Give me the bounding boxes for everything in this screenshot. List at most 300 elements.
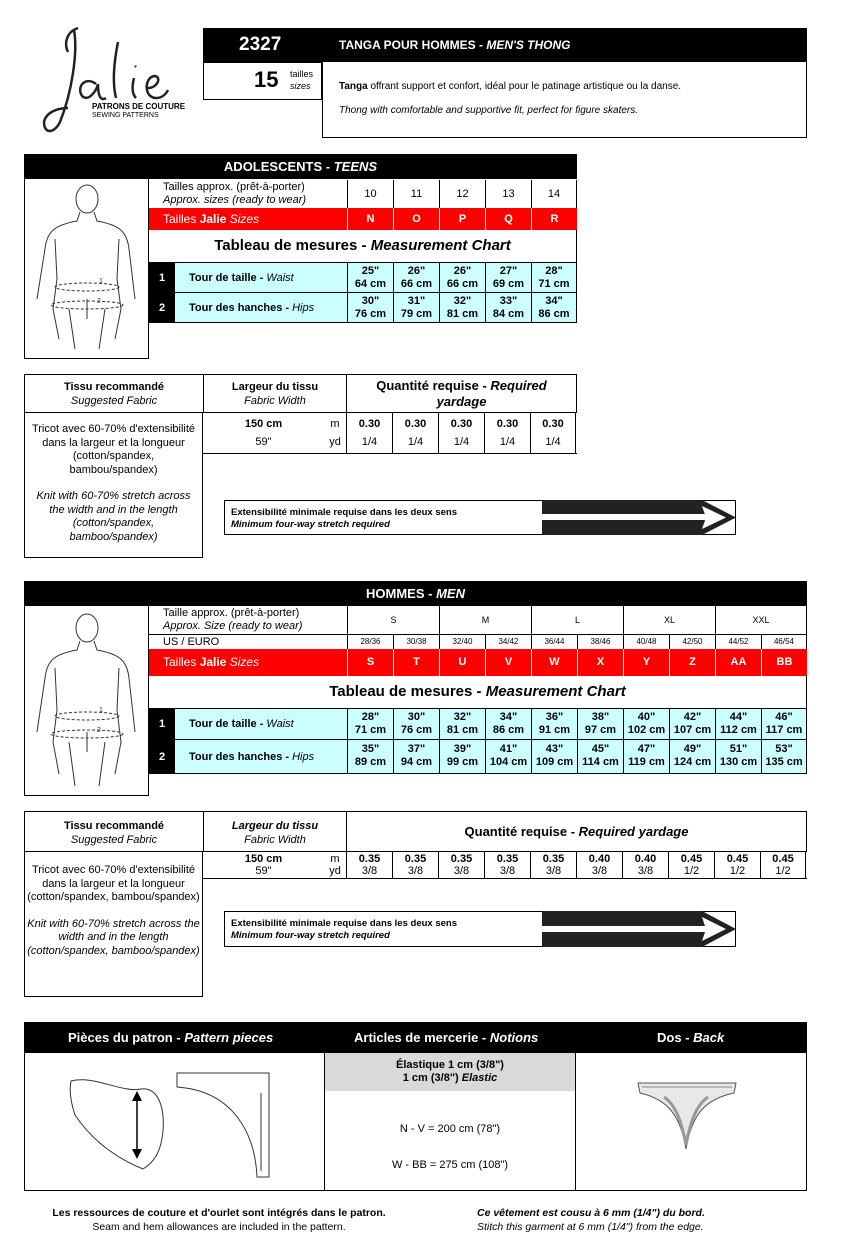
measure-cell xyxy=(761,709,807,739)
yards: 1/4 xyxy=(545,436,561,448)
measure-cell xyxy=(439,293,485,322)
men-jalie-size: BB xyxy=(761,649,807,676)
meters: 0.30 xyxy=(358,418,381,430)
meters: 0.35 xyxy=(358,853,381,865)
men-rtw-group: M xyxy=(439,606,531,634)
thong-back-icon xyxy=(576,1053,805,1189)
row-label xyxy=(175,709,347,739)
width-cm: 150 cm xyxy=(244,418,283,430)
measure-cell xyxy=(715,709,761,739)
men-jalie-size: W xyxy=(531,649,577,676)
desc-en: Thong with comfortable and supportive fit, perfect for figure skaters. xyxy=(339,105,639,116)
cm-value: 76 cm xyxy=(400,724,433,736)
yardage-cell xyxy=(438,413,484,453)
yardage-cell xyxy=(714,852,760,878)
label-en: Hips xyxy=(292,302,315,314)
unit-labels xyxy=(324,852,346,878)
yards: 1/4 xyxy=(453,436,470,448)
bottom-header xyxy=(24,1022,807,1053)
fabric-head xyxy=(25,375,203,412)
meters: 0.30 xyxy=(404,418,427,430)
cm-value: 86 cm xyxy=(492,724,525,736)
yardage-cell xyxy=(484,852,530,878)
chart-title-en: Measurement Chart xyxy=(485,683,626,700)
jalie-label-brand: Jalie xyxy=(199,655,227,669)
chart-title-fr: Tableau de mesures - xyxy=(329,683,486,700)
cm-value: 79 cm xyxy=(400,308,433,320)
inch-value: 32" xyxy=(453,711,472,723)
stretch-fr: Extensibilité minimale requise dans les deux sens xyxy=(231,507,457,518)
teens-measure-table xyxy=(149,262,577,323)
inch-value: 39" xyxy=(453,743,472,755)
meters: 0.35 xyxy=(450,853,473,865)
sizes-count: 15 xyxy=(254,67,279,92)
measure-cell xyxy=(623,709,669,739)
cm-value: 112 cm xyxy=(720,724,757,736)
pattern-number: 2327 xyxy=(239,34,282,55)
pieces-fr: Pièces du patron - xyxy=(68,1030,185,1045)
yards: 3/8 xyxy=(499,865,516,877)
pattern-pieces-icon xyxy=(25,1053,323,1189)
width-fr: Largeur du tissu xyxy=(231,820,319,832)
fabric-desc-en: Knit with 60-70% stretch across the width and in the length (cotton/spandex, bamboo/spandex) xyxy=(27,917,200,957)
men-us-euro-row xyxy=(149,634,807,649)
yards: 3/8 xyxy=(591,865,608,877)
yardage-cell xyxy=(668,852,714,878)
row-label xyxy=(175,263,347,292)
fabric-head-fr: Tissu recommandé xyxy=(63,381,165,393)
measure-cell xyxy=(439,709,485,739)
yards: 3/8 xyxy=(637,865,654,877)
men-jalie-label xyxy=(149,649,347,676)
stretch-arrow-icon xyxy=(542,911,737,947)
seam-en: Seam and hem allowances are included in the pattern. xyxy=(92,1221,346,1233)
cm-value: 84 cm xyxy=(492,308,525,320)
teens-fabric-desc xyxy=(24,412,203,558)
teens-fabric-values xyxy=(202,412,577,454)
teens-jalie-size: O xyxy=(393,208,439,230)
chart-title-en: Measurement Chart xyxy=(370,237,511,254)
yards: 3/8 xyxy=(407,865,424,877)
men-measure-table xyxy=(149,708,807,774)
men-rtw-groups xyxy=(347,606,807,634)
cm-value: 124 cm xyxy=(673,756,712,768)
inch-value: 37" xyxy=(407,743,426,755)
measure-cell xyxy=(439,263,485,292)
row-number: 2 xyxy=(149,293,175,322)
cm-value: 89 cm xyxy=(354,756,387,768)
inch-value: 31" xyxy=(407,295,426,307)
cm-value: 76 cm xyxy=(354,308,387,320)
fabric-desc-en: Knit with 60-70% stretch across the width and in the length (cotton/spandex, bamboo/spandex) xyxy=(36,490,191,543)
meters: 0.35 xyxy=(542,853,565,865)
jalie-logo-script xyxy=(38,22,198,142)
measure-cell xyxy=(439,740,485,773)
us-euro-size: 42/50 xyxy=(669,635,715,649)
inch-value: 45" xyxy=(591,743,610,755)
seam-fr: Les ressources de couture et d'ourlet sont intégrés dans le patron. xyxy=(52,1207,386,1219)
row-number: 1 xyxy=(149,709,175,739)
teens-rtw-row xyxy=(347,180,577,208)
teens-approx-fr: Tailles approx. (prêt-à-porter) xyxy=(163,181,305,193)
width-en: Fabric Width xyxy=(244,834,306,846)
yards: 1/4 xyxy=(361,436,378,448)
teens-rtw-size: 10 xyxy=(347,180,393,208)
width-en: Fabric Width xyxy=(244,395,306,407)
teens-jalie-label xyxy=(149,208,347,230)
inch-value: 36" xyxy=(545,711,564,723)
row-label xyxy=(175,740,347,773)
cm-value: 135 cm xyxy=(765,756,803,768)
stretch-en: Minimum four-way stretch required xyxy=(231,930,390,941)
inch-value: 26" xyxy=(453,265,472,277)
elastic-en-a: 1 cm (3/8") xyxy=(402,1072,462,1084)
inch-value: 26" xyxy=(407,265,426,277)
teens-jalie-sizes-row xyxy=(149,208,577,230)
unit-m: m xyxy=(330,853,340,865)
back-fr: Dos - xyxy=(657,1030,694,1045)
teens-figure-box xyxy=(24,179,149,359)
inch-value: 38" xyxy=(591,711,610,723)
fabric-width-values xyxy=(202,852,324,878)
inch-value: 28" xyxy=(361,711,380,723)
inch-value: 49" xyxy=(683,743,702,755)
yardage-cell xyxy=(760,852,806,878)
elastic-en-b: Elastic xyxy=(461,1072,498,1084)
measure-cell xyxy=(393,740,439,773)
cm-value: 66 cm xyxy=(400,278,433,290)
inch-value: 41" xyxy=(499,743,518,755)
teens-stretch-banner xyxy=(224,500,736,535)
row-number: 2 xyxy=(149,740,175,773)
jalie-logo xyxy=(38,22,198,142)
qty-fr: Quantité requise - xyxy=(376,378,491,393)
yards: 1/2 xyxy=(729,865,746,877)
measure-cell xyxy=(393,293,439,322)
yards: 1/2 xyxy=(683,865,700,877)
inch-value: 40" xyxy=(637,711,656,723)
logo-line1: PATRONS DE COUTURE xyxy=(92,102,186,111)
cm-value: 71 cm xyxy=(354,724,387,736)
measure-cell xyxy=(485,293,531,322)
label-fr: Tour des hanches - xyxy=(189,302,293,314)
men-title-fr: HOMMES - xyxy=(366,586,437,601)
stretch-en: Minimum four-way stretch required xyxy=(231,519,390,530)
inch-value: 28" xyxy=(545,265,563,277)
yards: 3/8 xyxy=(545,865,562,877)
us-euro-size: 30/38 xyxy=(393,635,439,649)
fabric-width-values xyxy=(202,413,324,453)
inch-value: 47" xyxy=(637,743,656,755)
inch-value: 46" xyxy=(775,711,793,723)
cm-value: 99 cm xyxy=(446,756,479,768)
label-fr: Tour de taille - xyxy=(189,272,267,284)
men-jalie-size: Y xyxy=(623,649,669,676)
label-en: Waist xyxy=(266,272,294,284)
men-approx-en: Approx. Size (ready to wear) xyxy=(163,620,303,632)
men-rtw-group: XXL xyxy=(715,606,807,634)
stretch-arrow-icon xyxy=(542,500,737,535)
men-approx-label xyxy=(163,607,302,633)
sizes-fr: tailles xyxy=(290,69,314,79)
meters: 0.30 xyxy=(496,418,519,430)
fabric-desc-fr: Tricot avec 60-70% d'extensibilité dans la largeur et la longueur (cotton/spandex, bambou/spandex) xyxy=(27,864,200,903)
measure-cell xyxy=(347,293,393,322)
cm-value: 71 cm xyxy=(538,278,570,290)
men-jalie-size: T xyxy=(393,649,439,676)
description-box xyxy=(322,62,807,138)
pieces-title xyxy=(68,1030,273,1045)
men-approx-fr: Taille approx. (prêt-à-porter) xyxy=(163,607,300,619)
fabric-width-head xyxy=(203,812,346,851)
elastic-length-1: N - V = 200 cm (78") xyxy=(399,1123,501,1135)
jalie-label-en: Sizes xyxy=(226,212,260,226)
cm-value: 102 cm xyxy=(627,724,666,736)
elastic-header xyxy=(325,1053,575,1091)
cm-value: 114 cm xyxy=(582,756,619,768)
teens-jalie-size: P xyxy=(439,208,485,230)
svg-text:2: 2 xyxy=(97,727,101,734)
teens-rtw-size: 11 xyxy=(393,180,439,208)
meters: 0.40 xyxy=(588,853,611,865)
svg-text:1: 1 xyxy=(99,707,103,714)
notions-box xyxy=(324,1053,576,1191)
teens-section-title xyxy=(24,154,577,179)
desc-fr-text: offrant support et confort, idéal pour le patinage artistique ou la danse. xyxy=(367,81,682,92)
cm-value: 97 cm xyxy=(584,724,617,736)
row-number: 1 xyxy=(149,263,175,292)
men-rtw-group: S xyxy=(347,606,439,634)
meters: 0.45 xyxy=(772,853,794,865)
label-en: Hips xyxy=(292,751,315,763)
teens-approx-label xyxy=(163,181,306,207)
elastic-fr: Élastique 1 cm (3/8") xyxy=(396,1059,504,1071)
elastic-length-2: W - BB = 275 cm (108") xyxy=(391,1159,509,1171)
stitch-fr: Ce vêtement est cousu à 6 mm (1/4") du bord. xyxy=(477,1207,705,1219)
header-bar xyxy=(203,28,807,62)
men-jalie-size: AA xyxy=(715,649,761,676)
us-euro-size: 34/42 xyxy=(485,635,531,649)
qty-en: Required yardage xyxy=(578,824,689,839)
measure-cell xyxy=(669,740,715,773)
meters: 0.45 xyxy=(726,853,749,865)
measure-cell xyxy=(485,263,531,292)
men-fabric-desc xyxy=(24,851,203,997)
measure-cell xyxy=(347,709,393,739)
qty-en: Required yardage xyxy=(436,378,547,409)
back-en: Back xyxy=(693,1030,725,1045)
cm-value: 119 cm xyxy=(628,756,665,768)
teens-rtw-size: 12 xyxy=(439,180,485,208)
men-jalie-size: Z xyxy=(669,649,715,676)
cm-value: 86 cm xyxy=(538,308,570,320)
jalie-label-fr: Tailles xyxy=(163,212,200,226)
measure-cell xyxy=(761,740,807,773)
cm-value: 69 cm xyxy=(492,278,525,290)
yardage-cell xyxy=(346,413,392,453)
cm-value: 109 cm xyxy=(535,756,574,768)
yardage-cell xyxy=(392,852,438,878)
fabric-width-head xyxy=(203,375,346,412)
measure-cell xyxy=(669,709,715,739)
yardage-cell xyxy=(484,413,530,453)
cm-value: 104 cm xyxy=(489,756,528,768)
yardage-head xyxy=(346,812,806,851)
teens-jalie-size: N xyxy=(347,208,393,230)
measure-cell xyxy=(531,709,577,739)
men-rtw-group: XL xyxy=(623,606,715,634)
measure-cell xyxy=(485,740,531,773)
measure-cell xyxy=(577,740,623,773)
inch-value: 34" xyxy=(499,711,518,723)
fabric-head xyxy=(25,812,203,851)
men-jalie-size: S xyxy=(347,649,393,676)
us-euro-size: 38/46 xyxy=(577,635,623,649)
desc-fr xyxy=(339,81,681,92)
us-euro-size: 40/48 xyxy=(623,635,669,649)
meters: 0.30 xyxy=(542,418,564,430)
row-label xyxy=(175,293,347,322)
unit-yd: yd xyxy=(329,436,341,448)
chart-title-fr: Tableau de mesures - xyxy=(214,237,371,254)
pattern-title xyxy=(339,38,571,52)
measure-cell xyxy=(393,709,439,739)
measure-cell xyxy=(577,709,623,739)
yards: 1/4 xyxy=(499,436,516,448)
yardage-cell xyxy=(530,413,576,453)
men-section-title xyxy=(24,581,807,606)
yardage-head xyxy=(346,375,576,412)
meters: 0.40 xyxy=(634,853,657,865)
measure-cell xyxy=(531,263,577,292)
desc-fr-bold: Tanga xyxy=(339,81,368,92)
teens-row-hips xyxy=(149,292,577,323)
svg-text:1: 1 xyxy=(99,278,103,285)
yards: 3/8 xyxy=(361,865,378,877)
jalie-label-en: Sizes xyxy=(226,655,260,669)
teens-title-en: TEENS xyxy=(333,159,378,174)
yards: 3/8 xyxy=(453,865,470,877)
meters: 0.35 xyxy=(496,853,519,865)
us-euro-size: 46/54 xyxy=(761,635,807,649)
label-fr: Tour des hanches - xyxy=(189,751,293,763)
notions-fr: Articles de mercerie - xyxy=(354,1030,490,1045)
title-en: MEN'S THONG xyxy=(486,38,571,52)
sizes-box xyxy=(203,62,322,100)
cm-value: 107 cm xyxy=(673,724,712,736)
men-figure-box xyxy=(24,606,149,796)
men-jalie-size: X xyxy=(577,649,623,676)
us-euro-size: 32/40 xyxy=(439,635,485,649)
yardage-cell xyxy=(438,852,484,878)
back-view-box xyxy=(576,1053,807,1191)
men-jalie-size: V xyxy=(485,649,531,676)
unit-labels xyxy=(324,413,346,453)
men-row-waist xyxy=(149,708,807,739)
measure-cell xyxy=(623,740,669,773)
body-figure-icon xyxy=(25,179,148,357)
men-stretch-banner xyxy=(224,911,736,947)
us-euro-size: 44/52 xyxy=(715,635,761,649)
notions-en: Notions xyxy=(489,1030,539,1045)
teens-jalie-size: Q xyxy=(485,208,531,230)
inch-value: 30" xyxy=(361,295,380,307)
men-row-hips xyxy=(149,739,807,774)
fabric-head-en: Suggested Fabric xyxy=(70,834,158,846)
unit-m: m xyxy=(330,418,340,430)
yardage-cell xyxy=(576,852,622,878)
inch-value: 42" xyxy=(683,711,702,723)
yardage-cell xyxy=(392,413,438,453)
inch-value: 51" xyxy=(729,743,748,755)
measure-cell xyxy=(347,740,393,773)
cm-value: 81 cm xyxy=(446,308,479,320)
inch-value: 25" xyxy=(361,265,380,277)
measure-cell xyxy=(347,263,393,292)
us-euro-size: 36/44 xyxy=(531,635,577,649)
width-in: 59" xyxy=(255,436,272,448)
teens-fabric-header xyxy=(24,374,577,412)
measure-cell xyxy=(393,263,439,292)
men-chart-title xyxy=(149,676,807,708)
width-cm: 150 cm xyxy=(244,853,283,865)
svg-text:2: 2 xyxy=(97,298,101,305)
label-en: Waist xyxy=(266,718,294,730)
cm-value: 66 cm xyxy=(446,278,479,290)
teens-row-waist xyxy=(149,262,577,292)
fabric-head-fr: Tissu recommandé xyxy=(63,820,165,832)
measure-cell xyxy=(531,293,577,322)
body-figure-icon xyxy=(25,606,148,794)
meters: 0.35 xyxy=(404,853,427,865)
logo-line2: SEWING PATTERNS xyxy=(92,112,159,119)
stretch-fr: Extensibilité minimale requise dans les deux sens xyxy=(231,918,457,929)
teens-rtw-size: 14 xyxy=(531,180,577,208)
yardage-cell xyxy=(346,852,392,878)
men-jalie-size: U xyxy=(439,649,485,676)
cm-value: 94 cm xyxy=(400,756,433,768)
meters: 0.30 xyxy=(450,418,473,430)
cm-value: 91 cm xyxy=(538,724,571,736)
pieces-en: Pattern pieces xyxy=(184,1030,274,1045)
footer-seam xyxy=(24,1206,414,1234)
sizes-en: sizes xyxy=(290,81,311,91)
unit-yd: yd xyxy=(329,865,341,877)
inch-value: 32" xyxy=(453,295,472,307)
teens-approx-en: Approx. sizes (ready to wear) xyxy=(163,194,307,206)
us-euro-label: US / EURO xyxy=(163,636,220,648)
teens-chart-title xyxy=(149,230,577,262)
inch-value: 33" xyxy=(499,295,518,307)
title-fr: TANGA POUR HOMMES - xyxy=(339,38,487,52)
inch-value: 44" xyxy=(729,711,748,723)
notions-title xyxy=(354,1030,538,1045)
back-title xyxy=(657,1030,724,1045)
measure-cell xyxy=(715,740,761,773)
cm-value: 81 cm xyxy=(446,724,479,736)
yards: 1/4 xyxy=(407,436,424,448)
teens-jalie-size: R xyxy=(531,208,577,230)
cm-value: 64 cm xyxy=(354,278,387,290)
teens-title-fr: ADOLESCENTS - xyxy=(223,159,334,174)
inch-value: 27" xyxy=(499,265,518,277)
yardage-cell xyxy=(530,852,576,878)
label-fr: Tour de taille - xyxy=(189,718,267,730)
us-euro-size: 28/36 xyxy=(347,635,393,649)
yardage-cell xyxy=(622,852,668,878)
inch-value: 35" xyxy=(361,743,380,755)
qty-fr: Quantité requise - xyxy=(464,824,579,839)
